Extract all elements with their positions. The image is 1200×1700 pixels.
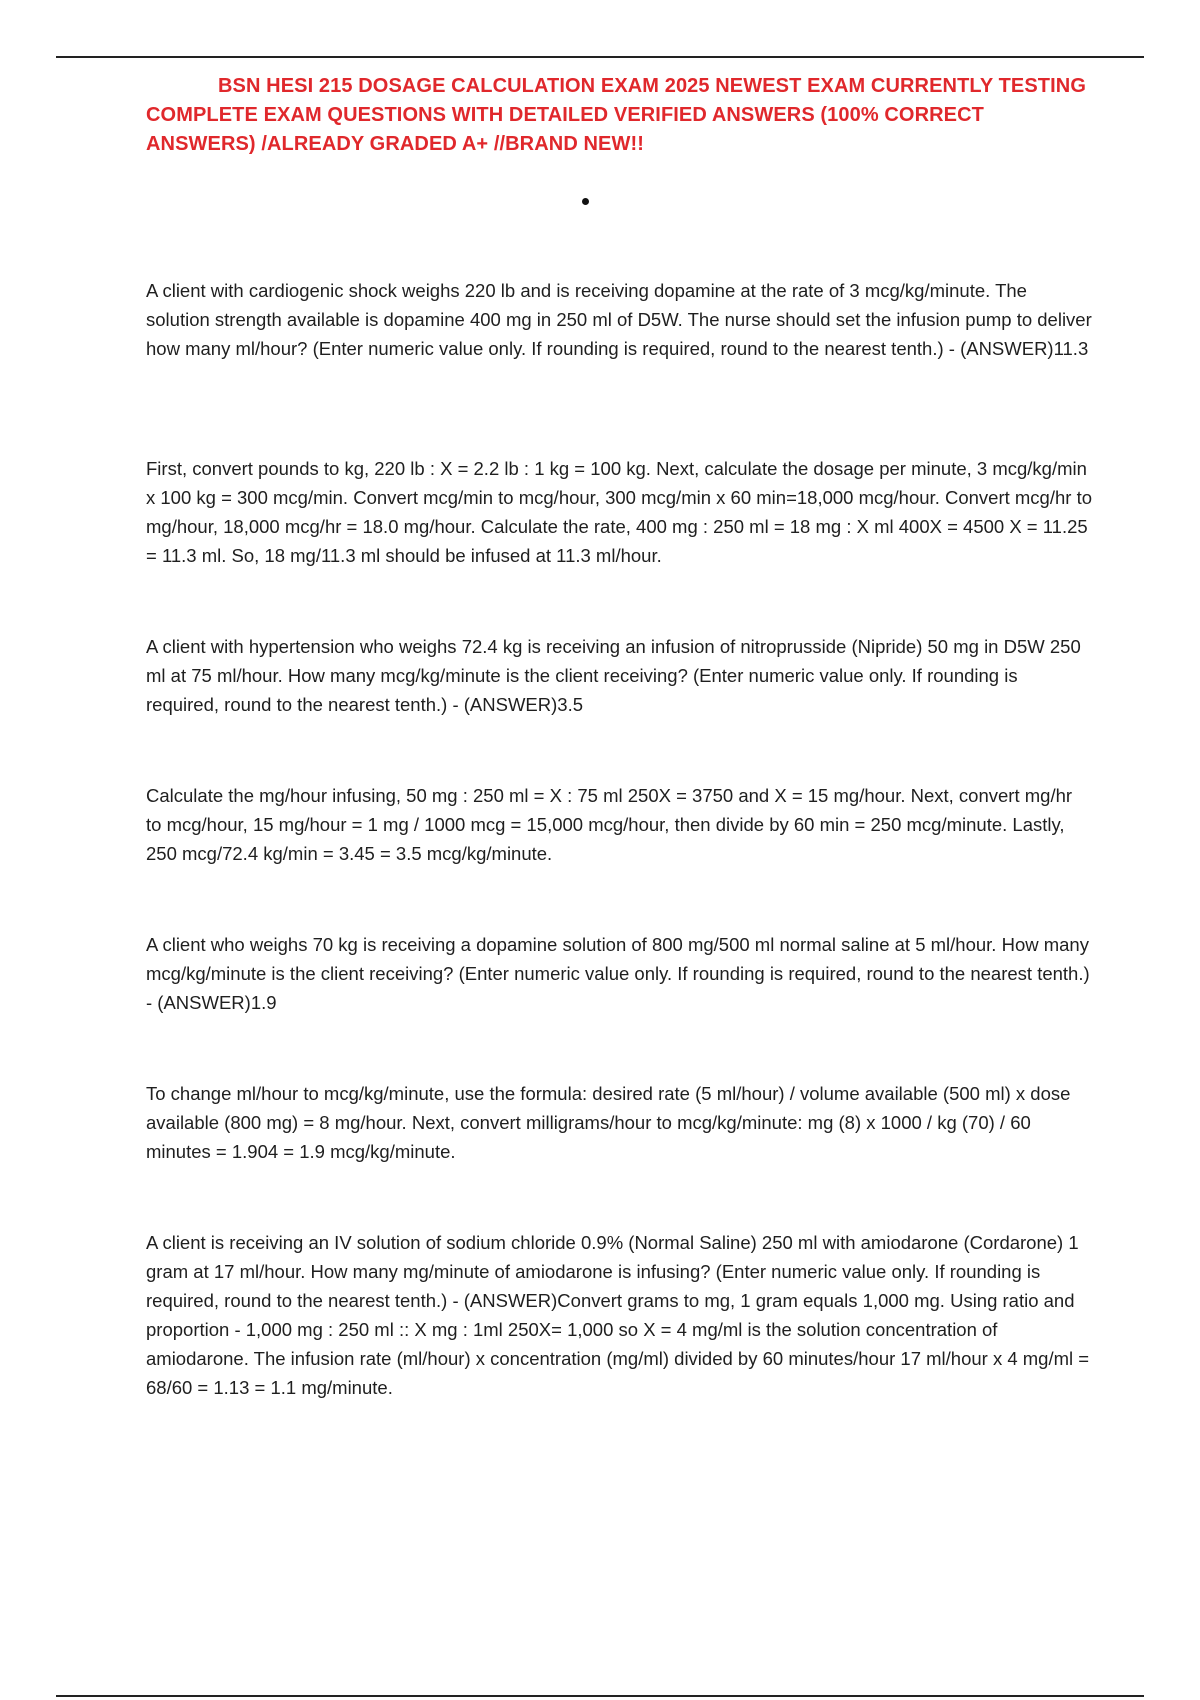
explanation-3: To change ml/hour to mcg/kg/minute, use the formula: desired rate (5 ml/hour) / volume available (500 ml) x dose available (800 mg) = 8 mg/hour. Next, convert milligrams/hour to mcg/kg/minute: mg (8) x 1000 / kg (70) / 60 minutes = 1.904 = 1.9 mcg/kg/minute. (146, 1083, 1071, 1162)
document-title: BSN HESI 215 DOSAGE CALCULATION EXAM 2025 NEWEST EXAM CURRENTLY TESTING COMPLETE EXAM QUESTIONS WITH DETAILED VERIFIED ANSWERS (100% CORRECT ANSWERS) /ALREADY GRADED A+ //BRAND NEW!! (146, 75, 1086, 155)
bullet-point (582, 198, 589, 205)
explanation-1: First, convert pounds to kg, 220 lb : X = 2.2 lb : 1 kg = 100 kg. Next, calculate the dosage per minute, 3 mcg/kg/min x 100 kg = 300 mcg/min. Convert mcg/min to mcg/hour, 300 mcg/min x 60 min=18,000 mcg/hour. Convert mcg/hr to mg/hour, 18,000 mcg/hr = 18.0 mg/hour. Calculate the rate, 400 mg : 250 ml = 18 mg : X ml 400X = 4500 X = 11.25 = 11.3 ml. So, 18 mg/11.3 ml should be infused at 11.3 ml/hour. (146, 458, 1092, 566)
question-2: A client with hypertension who weighs 72.4 kg is receiving an infusion of nitroprusside (Nipride) 50 mg in D5W 250 ml at 75 ml/hour. How many mcg/kg/minute is the client receiving? (Enter numeric value only. If rounding is required, round to the nearest tenth.) - (ANSWER)3.5 (146, 636, 1081, 715)
top-divider (56, 56, 1144, 58)
question-4: A client is receiving an IV solution of sodium chloride 0.9% (Normal Saline) 250 ml with amiodarone (Cordarone) 1 gram at 17 ml/hour. How many mg/minute of amiodarone is infusing? (Enter numeric value only. If rounding is required, round to the nearest tenth.) - (ANSWER)Convert grams to mg, 1 gram equals 1,000 mg. Using ratio and proportion - 1,000 mg : 250 ml :: X mg : 1ml 250X= 1,000 so X = 4 mg/ml is the solution concentration of amiodarone. The infusion rate (ml/hour) x concentration (mg/ml) divided by 60 minutes/hour 17 ml/hour x 4 mg/ml = 68/60 = 1.13 = 1.1 mg/minute. (146, 1232, 1090, 1398)
explanation-2: Calculate the mg/hour infusing, 50 mg : 250 ml = X : 75 ml 250X = 3750 and X = 15 mg/hour. Next, convert mg/hr to mcg/hour, 15 mg/hour = 1 mg / 1000 mcg = 15,000 mcg/hour, then divide by 60 min = 250 mcg/minute. Lastly, 250 mcg/72.4 kg/min = 3.45 = 3.5 mcg/kg/minute. (146, 785, 1073, 864)
question-1: A client with cardiogenic shock weighs 220 lb and is receiving dopamine at the rate of 3 mcg/kg/minute. The solution strength available is dopamine 400 mg in 250 ml of D5W. The nurse should set the infusion pump to deliver how many ml/hour? (Enter numeric value only. If rounding is required, round to the nearest tenth.) - (ANSWER)11.3 (146, 280, 1092, 359)
bottom-divider (56, 1695, 1144, 1697)
question-3: A client who weighs 70 kg is receiving a dopamine solution of 800 mg/500 ml normal saline at 5 ml/hour. How many mcg/kg/minute is the client receiving? (Enter numeric value only. If rounding is required, round to the nearest tenth.) - (ANSWER)1.9 (146, 934, 1090, 1013)
